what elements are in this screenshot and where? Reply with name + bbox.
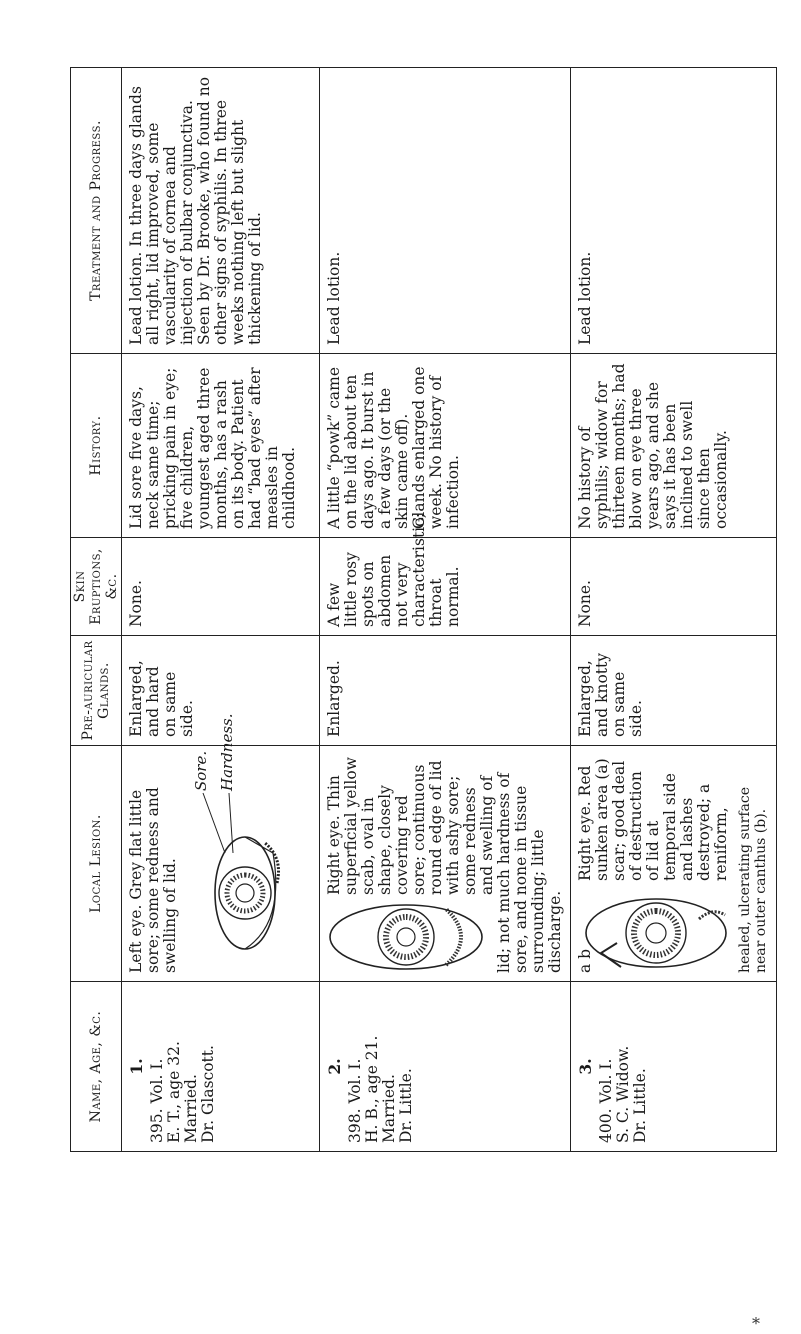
case-2-name: [320, 982, 571, 1152]
case-3-skin: None.: [571, 538, 777, 636]
name-line: Married.: [182, 1074, 200, 1143]
case-1-history: Lid sore five days, neck same time; pricking pain in eye; five children, youngest aged three months, has a rash on its body. Patient had “bad eyes” after measles in childhood.: [122, 354, 320, 538]
header-treatment: Treatment and Progress.: [71, 68, 122, 354]
case-1-skin: None.: [122, 538, 320, 636]
name-line: 395. Vol. I.: [148, 1058, 166, 1143]
case-1-treatment: Lead lotion. In three days glands all right, lid improved, some vascularity of cornea and injection of bulbar conjunctiva. Seen by Dr. Brooke, who found no other signs of syphilis. In three weeks nothing left but slight thickening of lid.: [122, 68, 320, 354]
header-name: Name, Age, &c.: [71, 982, 122, 1152]
case-1-glands: Enlarged, and hard on same side.: [122, 636, 320, 746]
case-1-name: [122, 982, 320, 1152]
eye-sketch-1: [185, 713, 305, 973]
lesion-text: Right eye. Red sunken area (a) scar; good deal of destruction of lid at temporal side and lashes destroyed; a reniform,: [576, 758, 730, 881]
header-history: History.: [71, 354, 122, 538]
figure-label-sore: Sore.: [192, 750, 210, 791]
case-3-history: No history of syphilis; widow for thirteen months; had blow on eye three years ago, and she says it has been inclined to swell since then occasionally.: [571, 354, 777, 538]
figure-label-b: b: [576, 948, 594, 959]
lesion-text: Right eye. Thin superficial yellow scab, oval in shape, closely covering red sore; continuous round edge of lid with ashy sore; some redness and swelling of lid; not much hardness of sore, and none in tissue surrounding; little discharge.: [325, 757, 564, 973]
case-3-glands: Enlarged, and knotty on same side.: [571, 636, 777, 746]
name-line: S. C. Widow.: [614, 1045, 632, 1143]
case-3-name: [571, 982, 777, 1152]
case-2-history: A little “powk” came on the lid about ten days ago. It burst in a few days (or the skin came off). Glands enlarged one week. No history of infection.: [320, 354, 571, 538]
case-number: 2.: [325, 1058, 344, 1075]
case-number: 3.: [576, 1058, 595, 1075]
case-2-treatment: Lead lotion.: [320, 68, 571, 354]
lesion-tail-text: healed, ulcerating surface near outer canthus (b).: [737, 786, 769, 973]
case-row-2: [320, 68, 571, 1152]
name-line: E. T., age 32.: [165, 1041, 183, 1143]
eye-drawing: [326, 901, 486, 973]
lesion-text: Left eye. Grey flat little sore; some redness and swelling of lid.: [127, 787, 179, 973]
footer-mark: *: [752, 1314, 760, 1333]
name-line: 398. Vol. I.: [346, 1058, 364, 1143]
case-2-glands: Enlarged.: [320, 636, 571, 746]
case-number: 1.: [127, 1058, 146, 1075]
case-row-1: [122, 68, 320, 1152]
case-3-treatment: Lead lotion.: [571, 68, 777, 354]
eye-sketch-3: [577, 754, 737, 973]
header-lesion: Local Lesion.: [71, 746, 122, 982]
figure-label-hardness: Hardness.: [218, 713, 236, 791]
name-line: H. B., age 21.: [363, 1035, 381, 1143]
name-line: Dr. Little.: [631, 1068, 649, 1143]
case-row-3: [571, 68, 777, 1152]
header-skin: Skin Eruptions, &c.: [71, 538, 122, 636]
name-line: Dr. Glascott.: [199, 1045, 217, 1143]
case-1-lesion: [122, 713, 320, 982]
name-line: Dr. Little.: [397, 1068, 415, 1143]
case-table: [70, 67, 777, 1152]
eye-drawing: [581, 893, 731, 973]
header-row: [71, 68, 122, 1152]
case-2-lesion: [320, 746, 571, 982]
case-3-lesion: [571, 746, 777, 982]
figure-label-a: a: [576, 963, 594, 973]
name-line: Married.: [380, 1074, 398, 1143]
case-2-skin: A few little rosy spots on abdomen not very characteristic; throat normal.: [320, 538, 571, 636]
rotated-table-wrapper: [70, 68, 769, 1152]
name-line: 400. Vol. I.: [597, 1058, 615, 1143]
header-glands: Pre-auricular Glands.: [71, 636, 122, 746]
